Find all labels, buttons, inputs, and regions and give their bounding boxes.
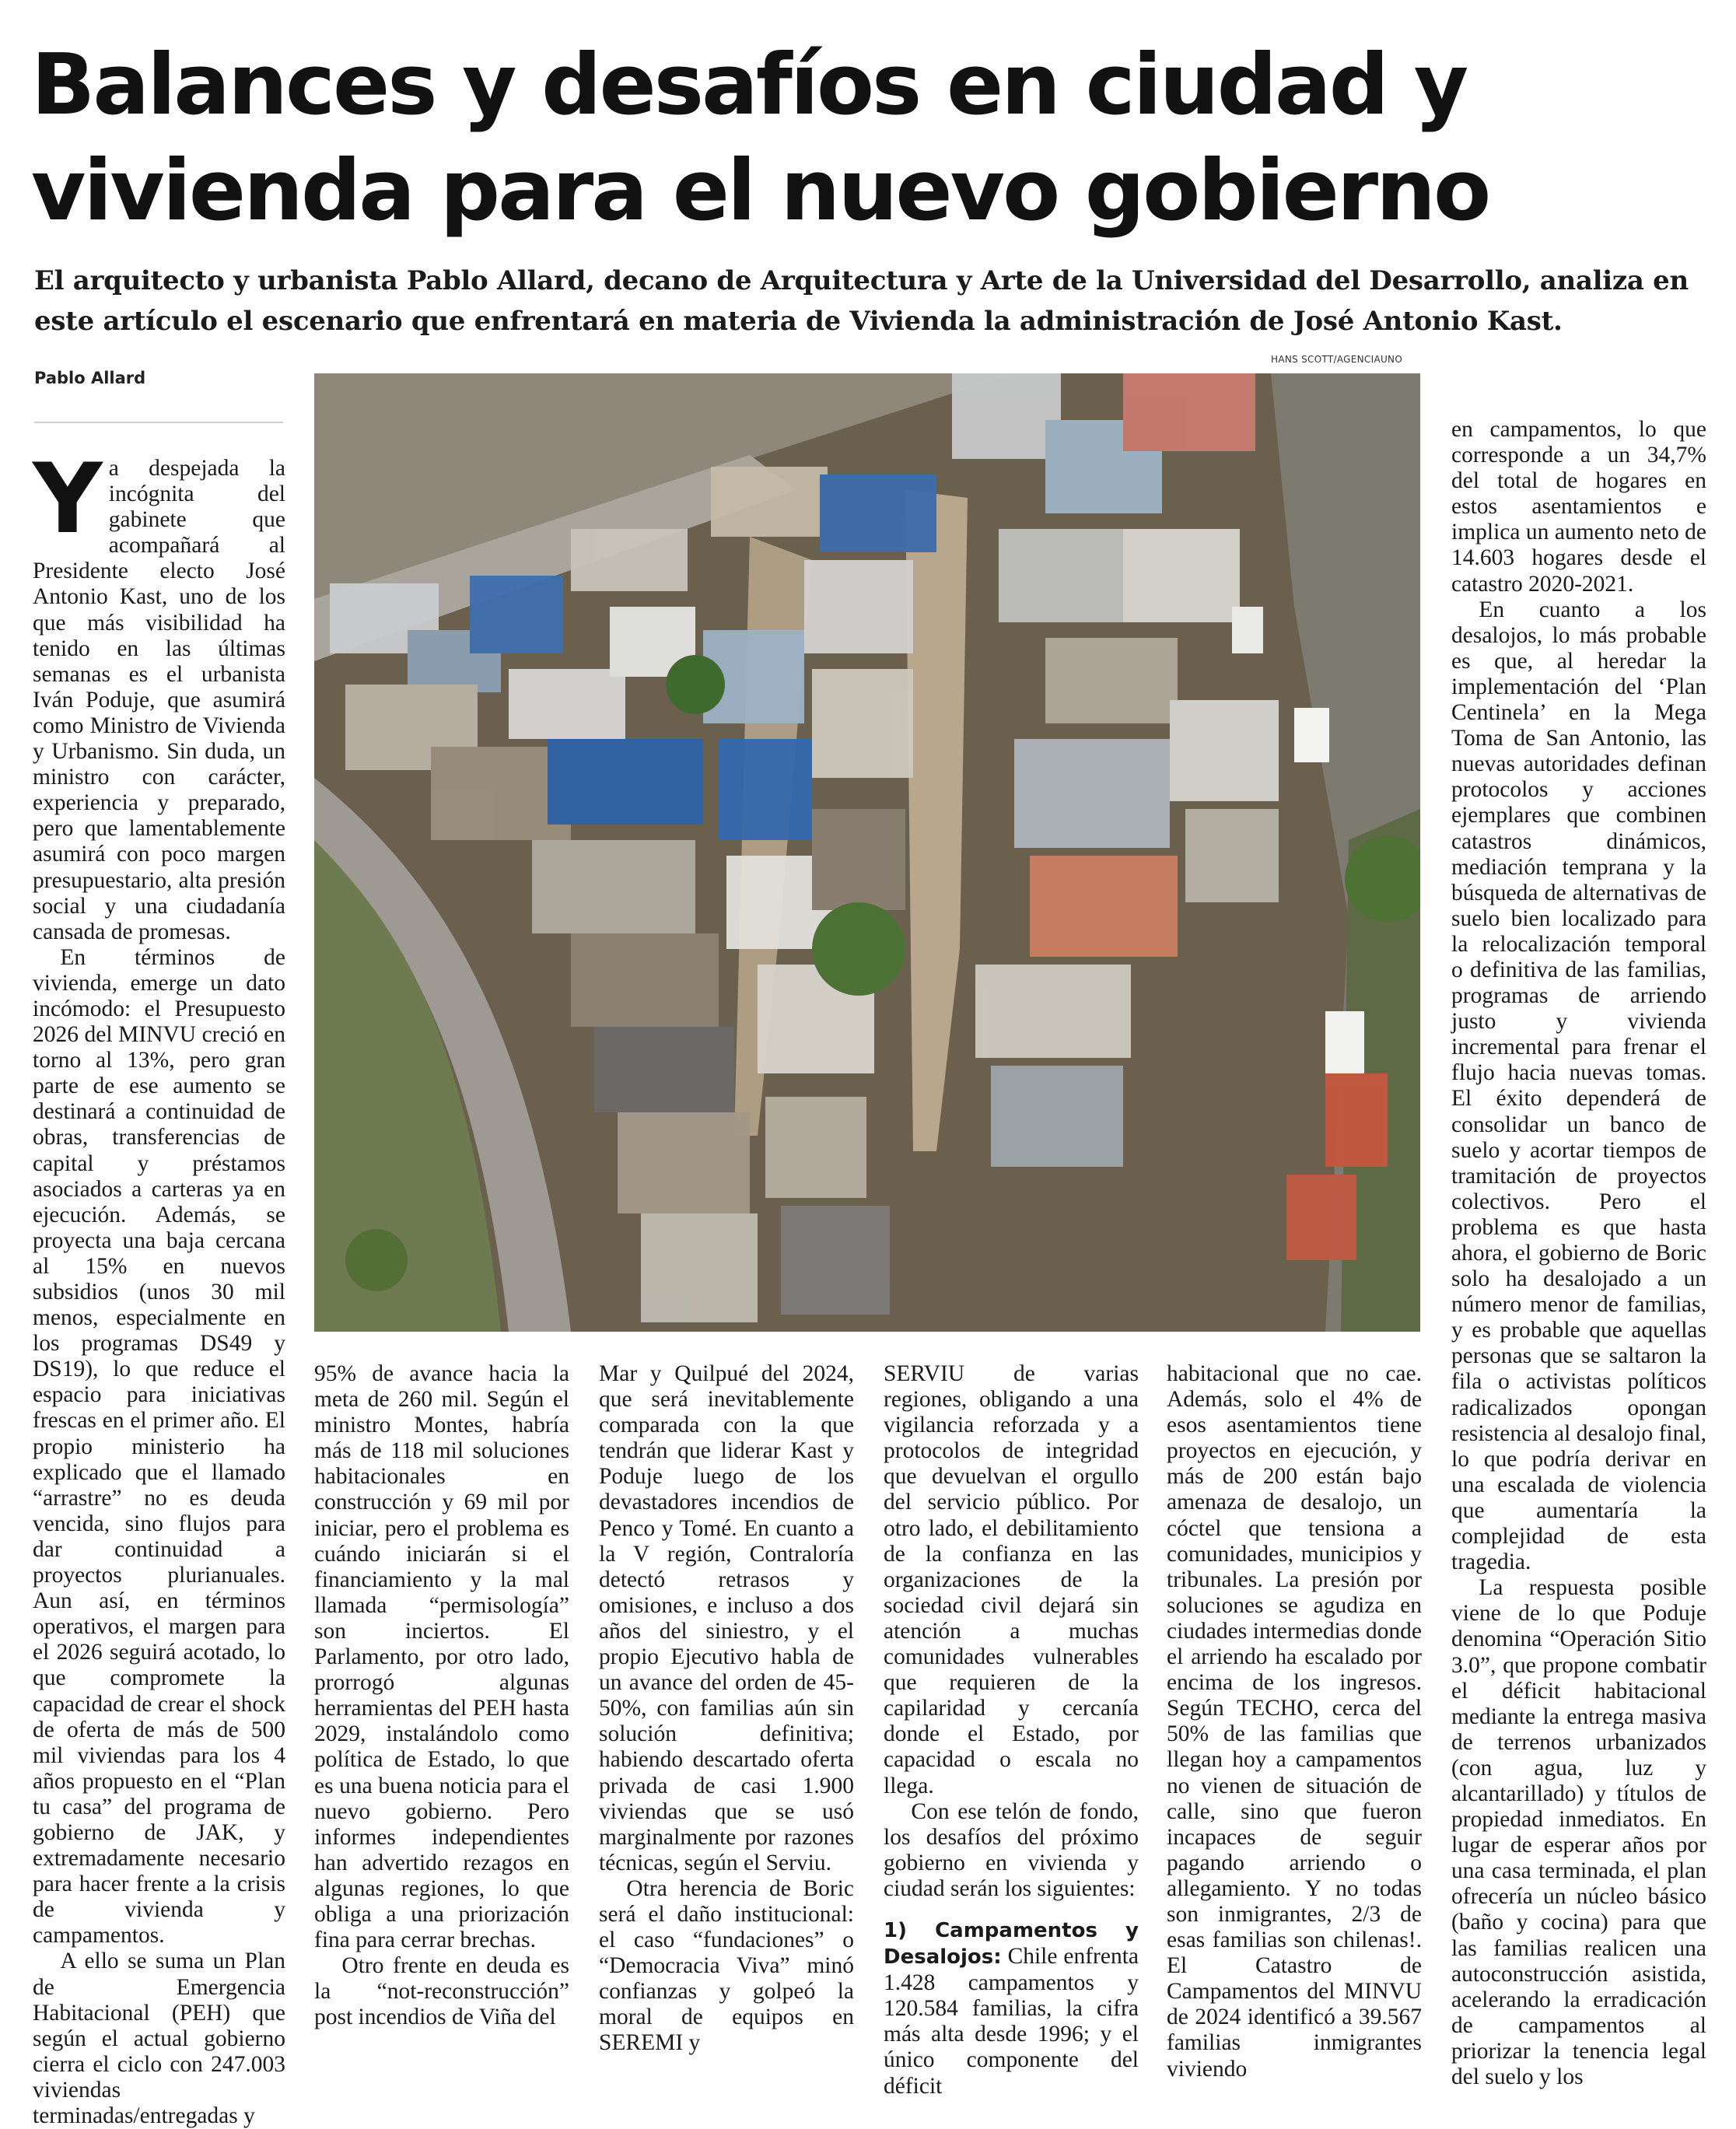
article-paragraph: Con ese telón de fondo, los desafíos del próximo gobierno en vivienda y ciudad serán los siguientes: [884, 1798, 1139, 1901]
article-column-2 [314, 1361, 569, 2030]
article-paragraph [33, 443, 285, 945]
article-paragraph: Otra herencia de Boric será el daño institucional: el caso “fundaciones” o “Democracia Viva” minó confianzas y golpeó la moral de equipos en SEREMI y [599, 1875, 854, 2056]
article-paragraph: en campamentos, lo que corresponde a un 34,7% del total de hogares en estos asentamientos e implica un aumento neto de 14.603 hogares desde el catastro 2020-2021. [1451, 417, 1706, 597]
article-paragraph: Otro frente en deuda es la “not-reconstrucción” post incendios de Viña del [314, 1953, 569, 2030]
article-column-3 [599, 1361, 854, 2057]
article-paragraph: Mar y Quilpué del 2024, que será inevitablemente comparada con la que tendrán que liderar Kast y Poduje luego de los devastadores incendios de Penco y Tomé. En cuanto a la V región, Contraloría detectó retrasos y omisiones, e incluso a dos años del siniestro, y el propio Ejecutivo habla de un avance del orden de 45-50%, con familias aún sin solución definitiva; habiendo descartado oferta privada de casi 1.900 viviendas que se usó marginalmente por razones técnicas, según el Serviu. [599, 1361, 854, 1875]
article-paragraph: A ello se suma un Plan de Emergencia Habitacional (PEH) que según el actual gobierno cierra el ciclo con 247.003 viviendas terminadas/entregadas y [33, 1949, 285, 2128]
section-subheading: 1) Campamentos y Desalojos: [884, 1918, 1139, 1970]
article-column-5 [1167, 1361, 1422, 2082]
article-paragraph: La respuesta posible viene de lo que Poduje denomina “Operación Sitio 3.0”, que propone combatir el déficit habitacional mediante la entrega masiva de terrenos urbanizados (con agua, luz y alcantarillado) y títulos de propiedad inmediatos. En lugar de esperar años por una casa terminada, el plan ofrecería un núcleo básico (baño y cocina) para que las familias realicen una autoconstrucción asistida, acelerando la erradicación de campamentos al priorizar la tenencia legal del suelo y los [1451, 1575, 1706, 2089]
author-byline: Pablo Allard [34, 369, 146, 387]
article-paragraph: habitacional que no cae. Además, solo el 4% de esos asentamientos tiene proyectos en ejecución, y más de 200 están bajo amenaza de desalojo, un cóctel que tensiona a comunidades, municipios y tribunales. La presión por soluciones se agudiza en ciudades intermedias donde el arriendo ha escalado por encima de los ingresos. Según TECHO, cerca del 50% de las familias que llegan hoy a campamentos no vienen de situación de calle, sino que fueron incapaces de seguir pagando arriendo o allegamiento. Y no todas son inmigrantes, 2/3 de esas familias son chilenas!. El Catastro de Campamentos del MINVU de 2024 identificó a 39.567 familias inmigrantes viviendo [1167, 1361, 1422, 2082]
article-paragraph: En términos de vivienda, emerge un dato incómodo: el Presupuesto 2026 del MINVU creció en torno al 13%, pero gran parte de ese aumento se destinará a continuidad de obras, transferencias de capital y préstamos asociados a carteras ya en ejecución. Además, se proyecta una baja cercana al 15% en nuevos subsidios (unos 30 mil menos, especialmente en los programas DS49 y DS19), lo que reduce el espacio para iniciativas frescas en el primer año. El propio ministerio ha explicado que el llamado “arrastre” no es deuda vencida, sino flujos para dar continuidad a proyectos plurianuales. Aun así, en términos operativos, el margen para el 2026 seguirá acotado, lo que compromete la capacidad de crear el shock de oferta de más de 500 mil viviendas para los 4 años propuesto en el “Plan tu casa” del programa de gobierno de JAK, y extremadamente necesario para hacer frente a la crisis de vivienda y campamentos. [33, 944, 285, 1949]
article-column-4 [884, 1361, 1139, 2099]
article-column-1 [33, 443, 285, 2129]
drop-cap: Y [33, 443, 103, 555]
aerial-photo-campamento [314, 373, 1420, 1332]
article-paragraph: 95% de avance hacia la meta de 260 mil. Según el ministro Montes, habría más de 118 mil soluciones habitacionales en construcción y 69 mil por iniciar, pero el problema es cuándo iniciarán si el financiamiento y la mal llamada “permisología” son inciertos. El Parlamento, por otro lado, prorrogó algunas herramientas del PEH hasta 2029, instalándolo como política de Estado, lo que es una buena noticia para el nuevo gobierno. Pero informes independientes han advertido rezagos en algunas regiones, lo que obliga a una priorización fina para cerrar brechas. [314, 1361, 569, 1953]
photo-illustration [314, 373, 1420, 1332]
paragraph-text: Chile enfrenta 1.428 campamentos y 120.584 familias, la cifra más alta desde 1996; y el único componente del déficit [884, 1944, 1139, 2099]
article-paragraph: En cuanto a los desalojos, lo más probable es que, al heredar la implementación del ‘Plan Centinela’ en la Mega Toma de San Antonio, las nuevas autoridades definan protocolos y acciones ejemplares que combinen catastros dinámicos, mediación temprana y la búsqueda de alternativas de suelo bien localizado para la relocalización temporal o definitiva de las familias, programas de arriendo justo y vivienda incremental para frenar el flujo hacia nuevas tomas. El éxito dependerá de consolidar un banco de suelo y acortar tiempos de tramitación de proyectos colectivos. Pero el problema es que hasta ahora, el gobierno de Boric solo ha desalojado a un número menor de familias, y es probable que aquellas personas que se saltaron la fila o activistas políticos radicalizados opongan resistencia al desalojo final, lo que podría derivar en una escalada de violencia que aumentaría la complejidad de esta tragedia. [1451, 597, 1706, 1575]
byline-divider [34, 422, 283, 423]
photo-credit: HANS SCOTT/AGENCIAUNO [1271, 354, 1403, 365]
paragraph-text: a despejada la incógnita del gabinete que acompañará al Presidente electo José Antonio Kast, uno de los que más visibilidad ha tenido en las últimas semanas es el urbanista Iván Poduje, que asumirá como Ministro de Vivienda y Urbanismo. Sin duda, un ministro con carácter, experiencia y preparado, pero que lamentablemente asumirá con poco margen presupuestario, alta presión social y una ciudadanía cansada de promesas. [33, 456, 285, 944]
headline: Balances y desafíos en ciudad y vivienda para el nuevo gobierno [31, 37, 1489, 240]
article-column-6 [1451, 417, 1706, 2090]
article-paragraph [884, 1917, 1139, 2099]
deck-subtitle: El arquitecto y urbanista Pablo Allard, decano de Arquitectura y Arte de la Universidad del Desarrollo, analiza en este artículo el escenario que enfrentará en materia de Vivienda la administración de José Antonio Kast. [34, 265, 1689, 337]
article-paragraph: SERVIU de varias regiones, obligando a una vigilancia reforzada y a protocolos de integridad que devuelvan el orgullo del servicio público. Por otro lado, el debilitamiento de la confianza en las organizaciones de la sociedad civil dejará sin atención a muchas comunidades vulnerables que requieren de la capilaridad y cercanía donde el Estado, por capacidad o escala no llega. [884, 1361, 1139, 1798]
